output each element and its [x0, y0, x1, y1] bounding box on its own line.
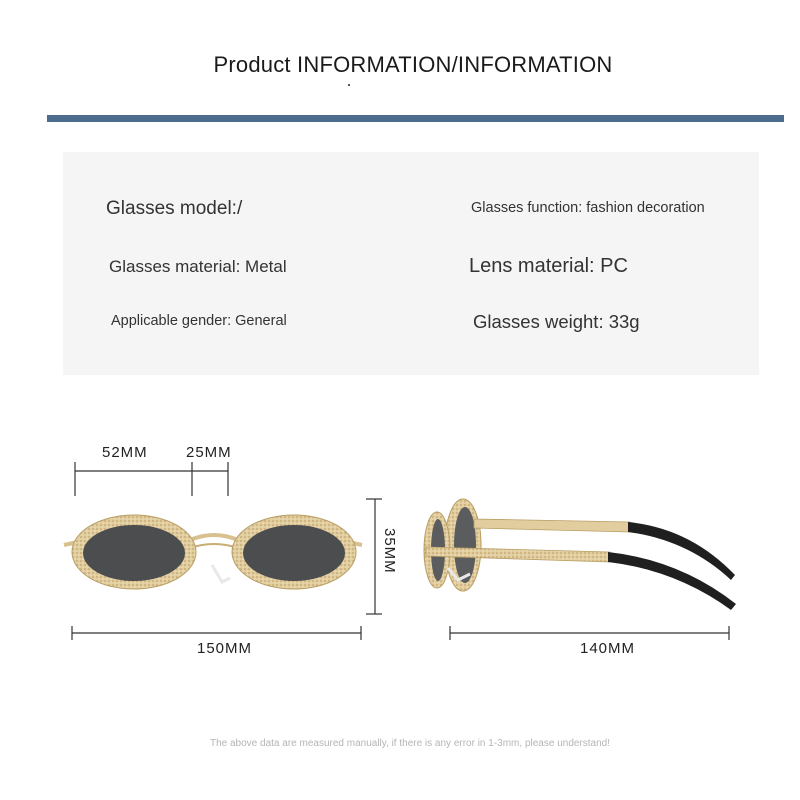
lens-width-line — [75, 462, 192, 496]
spec-model: Glasses model:/ — [106, 198, 243, 219]
temple-length-line — [450, 626, 729, 640]
bridge-width-line — [192, 462, 228, 496]
spec-weight: Glasses weight: 33g — [473, 311, 640, 332]
measurement-note: The above data are measured manually, if there is any error in 1-3mm, please understand! — [209, 738, 611, 749]
spec-gender: Applicable gender: General — [111, 313, 287, 329]
glasses-side-view — [424, 499, 736, 610]
spec-lens-material: Lens material: PC — [469, 255, 628, 277]
lens-height-label: 35MM — [381, 528, 398, 574]
glasses-front-view — [64, 515, 362, 589]
spec-material: Glasses material: Metal — [109, 257, 287, 276]
temple-length-label: 140MM — [580, 640, 636, 657]
page-title: Product INFORMATION/INFORMATION — [213, 52, 613, 77]
spec-function: Glasses function: fashion decoration — [471, 200, 705, 216]
lens-width-label: 52MM — [102, 444, 148, 461]
frame-width-line — [72, 626, 361, 640]
frame-width-label: 150MM — [197, 640, 253, 657]
bridge-width-label: 25MM — [186, 444, 232, 461]
lens-height-line — [366, 499, 382, 614]
